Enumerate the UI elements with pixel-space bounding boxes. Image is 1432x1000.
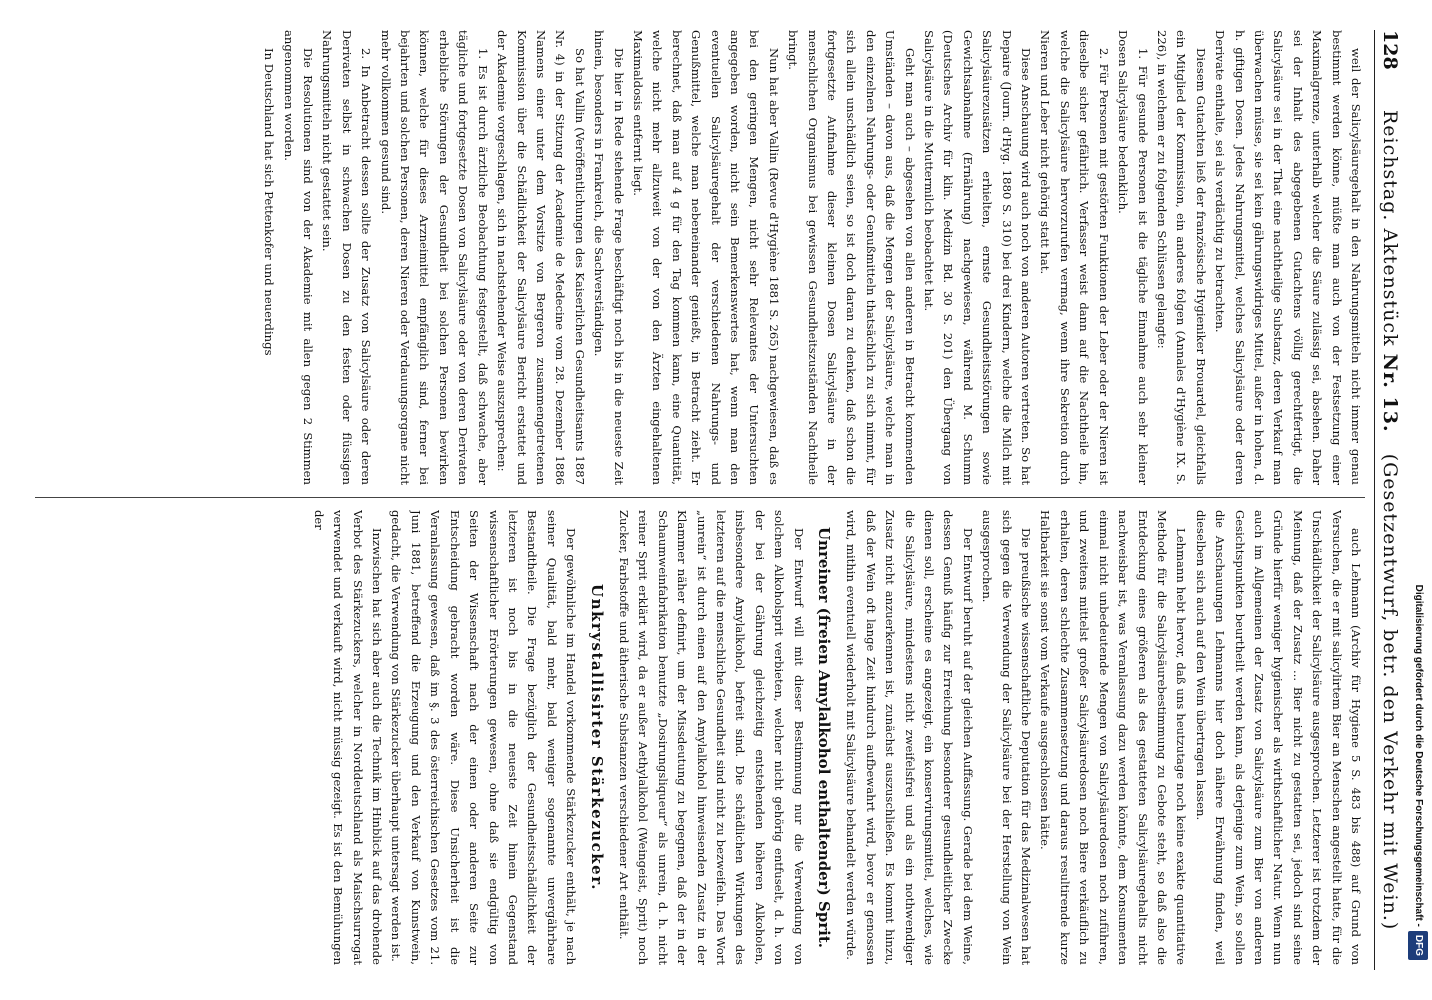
section-heading-staerkezucker: Unkrystallisirter Stärkezucker.	[587, 584, 606, 891]
digitization-credit	[1408, 40, 1428, 960]
right-column-top	[841, 510, 1365, 965]
right-column-middle	[614, 510, 808, 965]
paragraph: Die preußische wissenschaftliche Deputation für das Medizinalwesen hat sich gegen die Verwendung der Salicylsäure bei der Herstellung von Wein ausgesprochen.	[980, 510, 1034, 965]
credit-text: Digitalisierung gefördert durch die Deutsche Forschungsgemeinschaft -	[1413, 584, 1424, 927]
paragraph: Der gewöhnliche im Handel vorkommende Stärkezucker enthält, je nach seiner Qualität, bald mehr, bald weniger sogenannte unvergährbare Bestandtheile. Die Frage bezüglich der Gesundheitsschädlichkeit der letzteren ist noch bis in die neueste Zeit hinein Gegenstand wissenschaftlicher Erörterungen gewesen, ohne daß sie endgültig von Seiten der Wissenschaft nach der einen oder anderen Seite zur Entscheidung gebracht worden wäre. Diese Unsicherheit ist die Veranlassung gewesen, daß im §. 3 des österreichischen Gesetzes vom 21. Juni 1881, betreffend die Erzeugung und den Verkauf von Kunstwein, gedacht, die Verwendung von Stärkezucker überhaupt untersagt werden ist.	[389, 510, 579, 965]
paragraph: Die hier in Rede stehende Frage beschäftigt noch bis in die neueste Zeit hinein, besonders in Frankreich, die Sachverständigen.	[592, 30, 626, 485]
paragraph: Geht man auch – abgesehen von allen anderen in Betracht kommenden Umständen – davon aus, daß die Mengen der Salicylsäure, welche man in den einzelnen Nahrungs- oder Genußmitteln thatsächlich zu sich nimmt, für sich allein unschädlich seien, so ist doch daran zu denken, daß schon die fortgesetzte Aufnahme dieser kleinen Dosen Salicylsäure in der menschlichen Organismus bei gewissen Gesundheitszuständen Nachtheile bringt.	[786, 30, 917, 485]
running-head-post: (Gesetzentwurf, betr. den Verkehr mit Wein.)	[1379, 453, 1401, 931]
paragraph: 1. Es ist durch ärztliche Beobachtung festgestellt, daß schwache, aber tägliche und fortgesetzte Dosen von Salicylsäure oder von deren Derivaten erhebliche Störungen der Gesundheit bei solchen Personen bewirken können, welche für dieses Arzneimittel empfänglich sind, ferner bei bejahrten und solchen Personen, deren Nieren oder Verdauungsorgane nicht mehr vollkommen gesund sind.	[378, 30, 490, 485]
paragraph: Der Entwurf will mit dieser Bestimmung nur die Verwendung von solchem Alkoholsprit verbieten, welcher nicht gehörig entfuselt, d. h. von der bei der Gährung gleichzeitig entstehenden höheren Alkoholen, insbesondere Amylalkohol, befreit sind. Die schädlichen Wirkungen des letzteren auf die menschliche Gesundheit sind nicht zu bezweifeln. Das Wort „unrein“ ist durch einen auf den Amylalkohol hinweisenden Zusatz in der Klammer näher definirt, um der Missdeutung zu begegnen, daß der in der Schaumweinfabrikation benutzte „Dosirungsliqueur“ als unrein, d. h. nicht reiner Sprit erklärt wird, da er außer Aethylalkohol (Weingeist, Sprit) noch Zucker, Farbstoffe und ätherische Substanzen verschiedener Art enthält.	[616, 510, 806, 965]
right-column-bottom	[308, 510, 580, 965]
rotated-document	[25, 30, 1405, 970]
running-head-pre: Reichstag. Aktenstück	[1379, 110, 1401, 347]
left-column	[35, 30, 1365, 485]
paragraph: In Deutschland hat sich Pettenkofer und neuerdings	[262, 48, 277, 356]
paragraph: Der Entwurf beruht auf der gleichen Auffassung. Gerade bei dem Weine, dessen Genuß häufig zur Erreichung besonderer gesundheitlicher Zwecke dienen soll, erscheine es angezeigt, ein konservirungsmittel, welches, wie die Salicylsäure, mindestens nicht zweifelsfrei und als ein nothwendiger Zusatz nicht anzuerkennen ist, zunächst auszuschließen. Es kommt hinzu, daß der Wein oft lange Zeit hindurch aufbewahrt wird, bevor er genossen wird, mithin eventuell wiederholt mit Salicylsäure behandelt werden würde.	[844, 510, 975, 965]
paragraph: Diesem Gutachten ließ der französische Hygieniker Brouardel, gleichfalls ein Mitglied der Kommission, ein anderes folgen (Annales d'Hygiène IX. S. 226), in welchem er zu folgenden Schlüssen gelangte:	[1154, 30, 1208, 485]
dfg-logo: DFG	[1408, 931, 1428, 960]
paragraph: auch Lehmann (Archiv für Hygiene 5 S. 483 bis 488) auf Grund von Versuchen, die er mit salicylirtem Bier an Menschen angestellt hatte, für die Unschädlichkeit der Salicylsäure ausgesprochen. Letzterer ist trotzdem der Meinung, daß der Zusatz ... Bier nicht zu gestatten sei, jedoch sind seine Gründe hierfür weniger hygienischer als wirthschaftlicher Natur. Wenn nun auch im Allgemeinen der Zusatz von Salicylsäure zum Bier von anderen Gesichtspunkten beurtheilt werden kann, als derjenige zum Wein, so sollen die Anschauungen Lehmanns hier doch nähere Erwähnung finden, weil dieselben sich auch auf den Wein übertragen lassen.	[1193, 510, 1363, 965]
digitization-credit-sidebar	[1408, 40, 1428, 960]
paragraph: weil der Salicylsäuregehalt in den Nahrungsmitteln nicht immer genau bestimmt werden könne, müßte man auch von der Festsetzung einer Maximalgrenze, unterhalb welcher die Säure zulässig sei, absehen. Daher sei der Inhalt des abgegebenen Gutachtens völlig gerechtfertigt, die Salicylsäure sei in der That eine nachtheilige Substanz, deren Verkauf man überwachen müsse, sie sei kein gährungswidriges Mittel, außer in hohen, d. h. giftigen Dosen. Jedes Nahrungsmittel, welches Salicylsäure oder deren Derivate enthalte, sei als verdächtig zu betrachten.	[1213, 30, 1363, 485]
section-heading-sprit: Unreiner (freien Amylalkohol enthaltender) Sprit.	[815, 526, 834, 949]
paragraph: 2. In Anbetracht dessen sollte der Zusatz von Salicylsäure oder deren Derivaten selbst in schwachen Dosen zu den festen oder flüssigen Nahrungsmitteln nicht gestattet sein.	[320, 30, 374, 485]
right-column	[35, 510, 1365, 965]
running-head	[1374, 30, 1405, 970]
document-number: Nr. 13.	[1379, 353, 1401, 433]
column-divider	[35, 497, 1365, 498]
page-number: 128	[1379, 30, 1401, 70]
running-head-title	[1375, 110, 1405, 930]
paragraph: Inzwischen hat sich aber auch die Technik im Hinblick auf das drohende Verbot des Stärkezuckers, welcher in Norddeutschland als Maischsurrogat verwendet und verkauft wird, nicht müssig gezeigt. Es ist den Bemühungen der	[311, 510, 385, 965]
paragraph: 2. Für Personen mit gestörten Funktionen der Leber oder der Nieren ist dieselbe sicher gefährlich. Verfasser weist dann auf die Nachtheile hin, welche die Salicylsäure hervorzurufen vermag, wenn ihre Sekretion durch Nieren und Leber nicht gehörig statt hat.	[1038, 30, 1111, 485]
paragraph: Nun hat aber Vallin (Revue d'Hygiène 1881 S. 265) nachgewiesen, daß es bei den geringen Mengen, nicht sehr Relevantes der Untersuchten angegeben worden, nicht sein Bemerkenswertes hat, wenn man den eventuellen Salicylsäuregehalt der verschiedenen Nahrungs- und Genußmittel, welche man nebeneinander genießt, in Betracht zieht. Er berechnet, daß man auf 4 g für den Tag kommen kann, eine Quantität, welche nicht mehr allzuweit von der von den Ärzten eingehaltenen Maximaldosis entfernt liegt.	[630, 30, 781, 485]
paragraph: Diese Anschauung wird auch noch von anderen Autoren vertreten. So hat Depaire (Journ. d'Hyg. 1880 S. 310) bei drei Kindern, welche die Milch mit Salicylsäurezusätzen erhielten, ernste Gesundheitsstörungen sowie Gewichtsabnahme (Ernährung) nachgewiesen, während M. Schumm (Deutsches Archiv für klin. Medizin Bd. 30 S. 201) den Übergang von Salicylsäure in die Muttermilch beobachtet hat.	[922, 30, 1034, 485]
paragraph: Die Resolutionen sind von der Akademie mit allen gegen 2 Stimmen angenommen worden.	[281, 30, 316, 485]
paragraph: So hat Vallin (Veröffentlichungen des Kaiserlichen Gesundheitsamts 1887 Nr. 4) in der Sitzung der Academie de Medecine vom 28. Dezember 1886 Namens einer unter dem Vorsitze von Bergeron zusammengetretenen Kommission über die Schädlichkeit der Salicylsäure Bericht erstattet und der Akademie vorgeschlagen, sich in nachstehender Weise auszusprechen:	[495, 30, 587, 485]
paragraph: 1. Für gesunde Personen ist die tägliche Einnahme auch sehr kleiner Dosen Salicylsäure bedenklich.	[1116, 30, 1150, 485]
paragraph: Lehmann hebt hervor, daß uns heutzutage noch keine exakte quantitative Methode für die Salicylsäurebestimmung zu Gebote steht, so daß also die Entdeckung eines größeren als des gestatteten Salicylsäuregehalts nicht nachweisbar ist, was Veranlassung dazu werden könnte, dem Konsumenten einmal nicht unbedeutende Mengen von Salicylsäuredosen noch zuführen, und zweitens mittelst großer Salicylsäuredosen noch Biere verkäuflich zu erhalten, deren schlechte Zusammensetzung und daraus resultirende kurze Haltbarkeit sie sonst vom Verkaufe ausgeschlossen hätte.	[1038, 510, 1189, 965]
